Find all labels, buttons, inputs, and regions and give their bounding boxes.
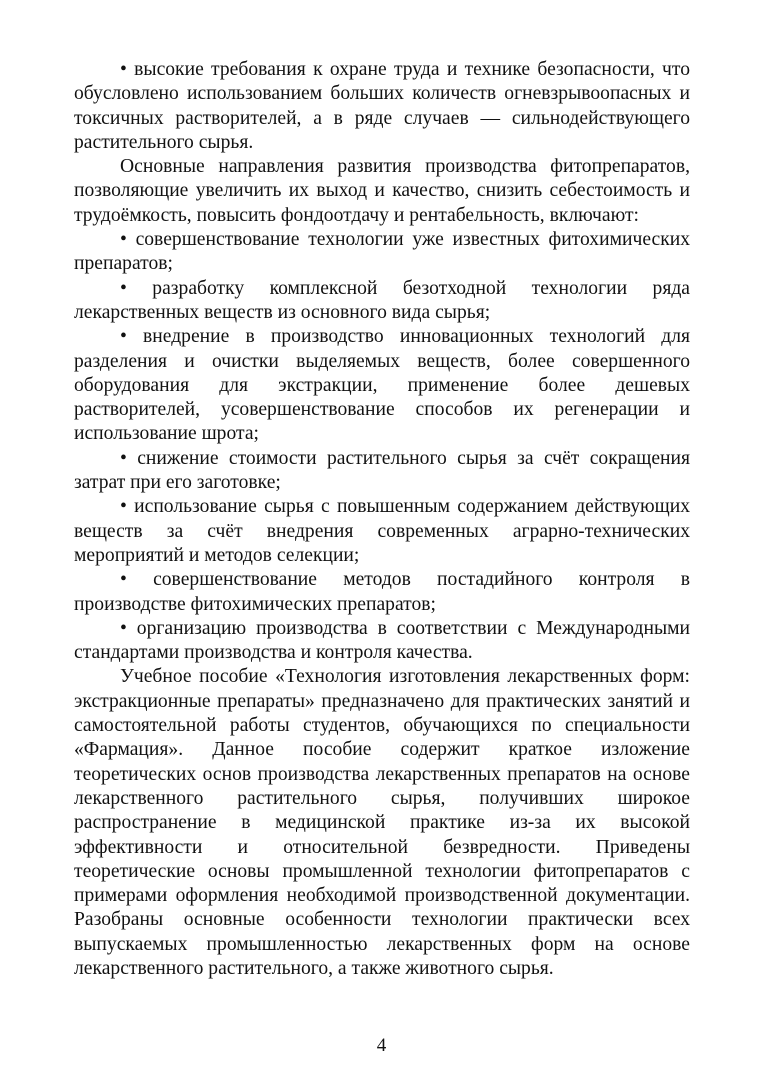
- bullet-item: • организацию производства в соответствии с Международными стандартами производства и контроля качества.: [74, 617, 690, 664]
- page-number: 4: [376, 1035, 387, 1056]
- bullet-item: • совершенствование методов постадийного контроля в производстве фитохимических препаратов;: [74, 569, 690, 615]
- bullet-item: • снижение стоимости растительного сырья за счёт сокращения затрат при его заготовке;: [74, 447, 690, 494]
- directions-paragraph: Основные направления развития производства фитопрепаратов, позволяющие увеличить их выход и качество, снизить себестоимость и трудоёмкость, повысить фондоотдачу и рентабельность, включают:: [74, 156, 690, 226]
- bullet-item: • внедрение в производство инновационных технологий для разделения и очистки выделяемых веществ, более совершенного оборудования для экстракции, применение более дешевых растворителей, усовершенствование способов их регенерации и использование шрота;: [74, 326, 690, 445]
- bullet-item: • совершенствование технологии уже известных фитохимических препаратов;: [74, 229, 690, 275]
- intro-bullet: • высокие требования к охране труда и технике безопасности, что обусловлено использованием больших количеств огневзрывоопасных и токсичных растворителей, а в ряде случаев — сильнодействующего растительного сырья.: [74, 59, 690, 153]
- bullet-item: • использование сырья с повышенным содержанием действующих веществ за счёт внедрения современных аграрно-технических мероприятий и методов селекции;: [74, 496, 690, 566]
- page-body: [74, 58, 690, 981]
- bullet-item: • разработку комплексной безотходной технологии ряда лекарственных веществ из основного вида сырья;: [74, 277, 690, 323]
- manual-paragraph: Учебное пособие «Технология изготовления лекарственных форм: экстракционные препараты» предназначено для практических занятий и самостоятельной работы студентов, обучающихся по специальности «Фармация». Данное пособие содержит краткое изложение теоретических основ производства лекарственных препаратов на основе лекарственного растительного сырья, получивших широкое распространение в медицинской практике из-за их высокой эффективности и относительной безвредности. Приведены теоретические основы промышленной технологии фитопрепаратов с примерами оформления необходимой производственной документации. Разобраны основные особенности технологии практически всех выпускаемых промышленностью лекарственных форм на основе лекарственного растительного, а также животного сырья.: [74, 666, 690, 979]
